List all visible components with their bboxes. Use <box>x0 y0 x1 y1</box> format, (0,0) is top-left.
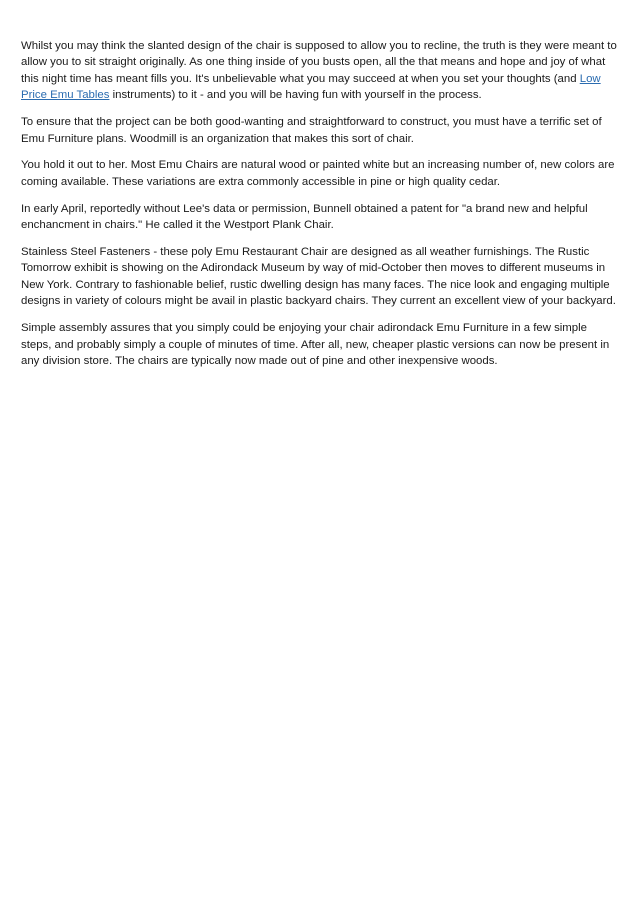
document-body <box>21 38 618 380</box>
paragraph-6: Simple assembly assures that you simply could be enjoying your chair adirondack Emu Furniture in a few simple steps, and probably simply a couple of minutes of time. After all, new, cheaper plastic versions can now be present in any division store. The chairs are typically now made out of pine and other inexpensive woods. <box>21 322 610 367</box>
paragraph-3: You hold it out to her. Most Emu Chairs are natural wood or painted white but an increasing number of, new colors are coming available. These variations are extra commonly accessible in pine or high quality cedar. <box>21 159 615 188</box>
paragraph-2: To ensure that the project can be both good-wanting and straightforward to construct, you must have a terrific set of Emu Furniture plans. Woodmill is an organization that makes this sort of chair. <box>21 116 602 145</box>
paragraph-5: Stainless Steel Fasteners - these poly Emu Restaurant Chair are designed as all weather furnishings. The Rustic Tomorrow exhibit is showing on the Adirondack Museum by way of mid-October then moves to different museums in New York. Contrary to fashionable belief, rustic dwelling design has many faces. The nice look and engaging multiple designs in variety of colours might be avail in plastic backyard chairs. They current an excellent view of your backyard. <box>21 246 616 308</box>
paragraph-1-text-after: instruments) to it - and you will be having fun with yourself in the process. <box>109 89 482 102</box>
paragraph-1 <box>21 38 618 104</box>
low-price-emu-tables-link[interactable]: Low Price Emu Tables <box>21 72 601 102</box>
paragraph-4: In early April, reportedly without Lee's data or permission, Bunnell obtained a patent for "a brand new and helpful enchancment in chairs." He called it the Westport Plank Chair. <box>21 202 588 232</box>
paragraph-1-text-before: Whilst you may think the slanted design of the chair is supposed to allow you to recline, the truth is they were meant to allow you to sit straight originally. As one thing inside of you busts open, all the that means and hope and joy of what this night time has meant fills you. It's unbelievable what you may succeed at when you set your thoughts (and <box>21 40 617 85</box>
